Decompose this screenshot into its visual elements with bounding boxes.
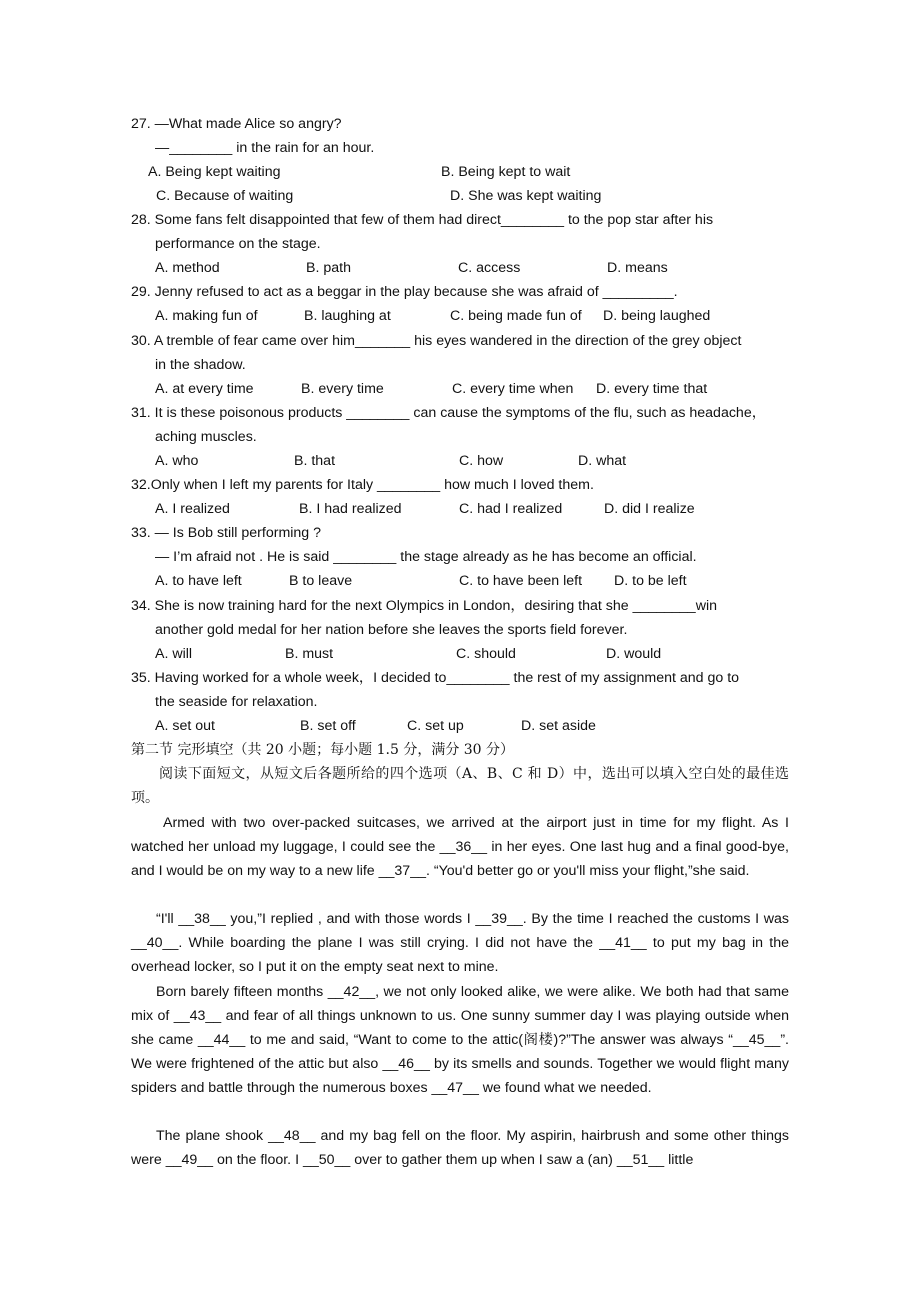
question-34-stem-cont: another gold medal for her nation before she leaves the sports field forever. [155,622,628,638]
question-28-option-b: B. path [306,260,351,276]
question-29-option-c: C. being made fun of [450,308,582,324]
question-30-option-a: A. at every time [155,381,254,397]
question-31-stem: 31. It is these poisonous products ________ can cause the symptoms of the flu, such as headache， [131,405,766,421]
question-31-option-d: D. what [578,453,627,469]
question-29-option-b: B. laughing at [304,308,391,324]
question-29-stem: 29. Jenny refused to act as a beggar in the play because she was afraid of _________. [131,284,678,300]
question-29-option-d: D. being laughed [603,308,711,324]
question-27-option-c: C. Because of waiting [156,188,294,204]
passage-paragraph-3: Born barely fifteen months __42__, we not only looked alike, we were alike. We both had that same mix of __43__ and fear of all things unknown to us. One sunny summer day I was playing outside when she came __44__ to me and said, “Want to come to the attic(阁楼)?”The answer was always “__45__”. We were frightened of the attic but also __46__ by its smells and sounds. Together we would flight many spiders and battle through the numerous boxes __47__ we found what we needed. [131,984,789,1097]
question-27-option-b: B. Being kept to wait [441,164,571,180]
question-30-option-c: C. every time when [452,381,574,397]
question-31-stem-cont: aching muscles. [155,429,257,445]
question-35-stem-cont: the seaside for relaxation. [155,694,318,710]
question-35-option-c: C. set up [407,718,464,734]
question-31-option-b: B. that [294,453,336,469]
question-35-stem: 35. Having worked for a whole week，I decided to________ the rest of my assignment and go to [131,670,740,686]
question-32-option-d: D. did I realize [604,501,695,517]
question-28-stem: 28. Some fans felt disappointed that few of them had direct________ to the pop star after his [131,212,714,228]
question-34-option-a: A. will [155,646,193,662]
question-33-answer-line: — I’m afraid not . He is said ________ the stage already as he has become an official. [155,549,697,565]
question-35-option-a: A. set out [155,718,215,734]
passage-paragraph-4: The plane shook __48__ and my bag fell on the floor. My aspirin, hairbrush and some other things were __49__ on the floor. I __50__ over to gather them up when I saw a (an) __51__ little [131,1128,789,1169]
question-29-option-a: A. making fun of [155,308,258,324]
question-27-answer-line: —________ in the rain for an hour. [155,140,375,156]
question-34-option-c: C. should [456,646,516,662]
question-33-option-a: A. to have left [155,573,242,589]
question-27-stem: 27. —What made Alice so angry? [131,116,342,132]
question-30-option-d: D. every time that [596,381,708,397]
question-30-option-b: B. every time [301,381,384,397]
question-28-stem-cont: performance on the stage. [155,236,321,252]
question-28-option-d: D. means [607,260,668,276]
question-28-option-c: C. access [458,260,521,276]
question-34-stem: 34. She is now training hard for the next Olympics in London，desiring that she ________win [131,598,717,614]
question-28-option-a: A. method [155,260,220,276]
passage-paragraph-2: “I'll __38__ you,”I replied , and with those words I __39__. By the time I reached the customs I was __40__. While boarding the plane I was still crying. I did not have the __41__ to put my bag in the overhead locker, so I put it on the empty seat next to mine. [131,911,789,976]
question-32-option-c: C. had I realized [459,501,563,517]
question-31-option-a: A. who [155,453,199,469]
question-30-stem: 30. A tremble of fear came over him_______ his eyes wandered in the direction of the grey object [131,333,742,349]
section-instruction: 阅读下面短文，从短文后各题所给的四个选项（A、B、C 和 D）中，选出可以填入空白处的最佳选项。 [131,766,789,806]
question-33-option-d: D. to be left [614,573,687,589]
question-32-option-a: A. I realized [155,501,230,517]
question-33-option-b: B to leave [289,573,353,589]
question-27-option-d: D. She was kept waiting [450,188,602,204]
question-32-option-b: B. I had realized [299,501,402,517]
question-35-option-d: D. set aside [521,718,596,734]
question-35-option-b: B. set off [300,718,356,734]
section-heading: 第二节 完形填空（共 20 小题；每小题 1.5 分，满分 30 分） [131,742,515,758]
question-34-option-d: D. would [606,646,662,662]
question-30-stem-cont: in the shadow. [155,357,246,373]
passage-paragraph-1: Armed with two over-packed suitcases, we arrived at the airport just in time for my flight. As I watched her unload my luggage, I could see the __36__ in her eyes. One last hug and a final good-bye, and I would be on my way to a new life __37__. “You'd better go or you'll miss your flight,”she said. [131,815,789,880]
question-32-stem: 32.Only when I left my parents for Italy ________ how much I loved them. [131,477,594,493]
question-33-option-c: C. to have been left [459,573,583,589]
question-27-option-a: A. Being kept waiting [148,164,281,180]
question-33-stem: 33. — Is Bob still performing ? [131,525,322,541]
question-34-option-b: B. must [285,646,334,662]
question-31-option-c: C. how [459,453,504,469]
